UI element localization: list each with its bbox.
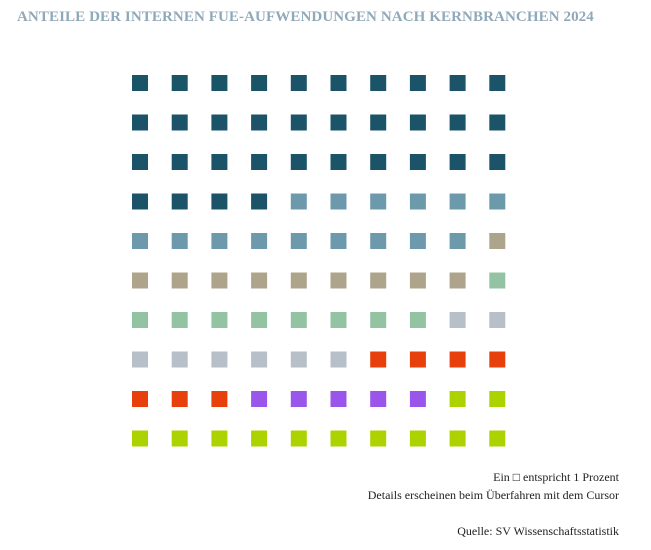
waffle-square-series-2[interactable] — [450, 233, 466, 249]
waffle-square-series-2[interactable] — [370, 233, 386, 249]
waffle-square-series-6[interactable] — [370, 352, 386, 368]
waffle-square-series-8[interactable] — [172, 431, 188, 447]
waffle-square-series-4[interactable] — [370, 312, 386, 328]
waffle-square-series-5[interactable] — [172, 352, 188, 368]
waffle-square-series-1[interactable] — [132, 75, 148, 91]
waffle-square-series-8[interactable] — [331, 431, 347, 447]
waffle-square-series-1[interactable] — [291, 115, 307, 131]
waffle-square-series-7[interactable] — [370, 391, 386, 407]
waffle-square-series-2[interactable] — [331, 233, 347, 249]
waffle-square-series-1[interactable] — [172, 75, 188, 91]
waffle-square-series-6[interactable] — [450, 352, 466, 368]
waffle-square-series-8[interactable] — [450, 431, 466, 447]
waffle-square-series-1[interactable] — [370, 115, 386, 131]
waffle-square-series-5[interactable] — [450, 312, 466, 328]
waffle-square-series-2[interactable] — [291, 194, 307, 210]
waffle-square-series-1[interactable] — [291, 75, 307, 91]
waffle-square-series-8[interactable] — [450, 391, 466, 407]
waffle-square-series-1[interactable] — [331, 75, 347, 91]
waffle-square-series-1[interactable] — [251, 194, 267, 210]
waffle-square-series-1[interactable] — [172, 115, 188, 131]
waffle-square-series-7[interactable] — [331, 391, 347, 407]
waffle-square-series-1[interactable] — [251, 154, 267, 170]
waffle-square-series-8[interactable] — [251, 431, 267, 447]
waffle-square-series-5[interactable] — [132, 352, 148, 368]
waffle-square-series-1[interactable] — [331, 154, 347, 170]
waffle-square-series-4[interactable] — [291, 312, 307, 328]
waffle-square-series-4[interactable] — [251, 312, 267, 328]
waffle-square-series-1[interactable] — [410, 75, 426, 91]
legend-text: Ein □ entspricht 1 Prozent — [493, 470, 619, 484]
waffle-square-series-1[interactable] — [450, 154, 466, 170]
waffle-square-series-3[interactable] — [251, 273, 267, 289]
waffle-square-series-8[interactable] — [370, 431, 386, 447]
waffle-square-series-4[interactable] — [132, 312, 148, 328]
waffle-square-series-1[interactable] — [450, 75, 466, 91]
waffle-square-series-6[interactable] — [132, 391, 148, 407]
waffle-square-series-1[interactable] — [132, 154, 148, 170]
waffle-square-series-5[interactable] — [331, 352, 347, 368]
waffle-square-series-1[interactable] — [489, 154, 505, 170]
waffle-square-series-7[interactable] — [251, 391, 267, 407]
waffle-square-series-4[interactable] — [410, 312, 426, 328]
waffle-square-series-1[interactable] — [172, 154, 188, 170]
waffle-square-series-1[interactable] — [211, 154, 227, 170]
waffle-square-series-3[interactable] — [172, 273, 188, 289]
waffle-square-series-4[interactable] — [172, 312, 188, 328]
source-text: Quelle: SV Wissenschaftsstatistik — [457, 524, 619, 538]
waffle-square-series-3[interactable] — [410, 273, 426, 289]
waffle-square-series-1[interactable] — [370, 75, 386, 91]
waffle-square-series-2[interactable] — [410, 233, 426, 249]
waffle-square-series-1[interactable] — [291, 154, 307, 170]
waffle-square-series-1[interactable] — [251, 75, 267, 91]
waffle-square-series-1[interactable] — [489, 115, 505, 131]
waffle-square-series-6[interactable] — [172, 391, 188, 407]
hover-hint: Details erscheinen beim Überfahren mit dem Cursor — [367, 488, 619, 502]
waffle-square-series-8[interactable] — [211, 431, 227, 447]
waffle-square-series-4[interactable] — [211, 312, 227, 328]
waffle-square-series-2[interactable] — [291, 233, 307, 249]
waffle-square-series-2[interactable] — [331, 194, 347, 210]
waffle-square-series-2[interactable] — [172, 233, 188, 249]
waffle-square-series-1[interactable] — [331, 115, 347, 131]
waffle-square-series-1[interactable] — [132, 194, 148, 210]
waffle-square-series-3[interactable] — [132, 273, 148, 289]
waffle-square-series-1[interactable] — [370, 154, 386, 170]
waffle-square-series-6[interactable] — [489, 352, 505, 368]
waffle-square-series-3[interactable] — [450, 273, 466, 289]
chart-title: ANTEILE DER INTERNEN FUE-AUFWENDUNGEN NACH KERNBRANCHEN 2024 — [17, 9, 594, 25]
waffle-square-series-1[interactable] — [410, 154, 426, 170]
waffle-square-series-6[interactable] — [211, 391, 227, 407]
waffle-square-series-1[interactable] — [410, 115, 426, 131]
waffle-square-series-8[interactable] — [291, 431, 307, 447]
waffle-square-series-8[interactable] — [410, 431, 426, 447]
waffle-square-series-1[interactable] — [489, 75, 505, 91]
waffle-square-series-2[interactable] — [370, 194, 386, 210]
waffle-square-series-4[interactable] — [489, 273, 505, 289]
waffle-square-series-2[interactable] — [132, 233, 148, 249]
waffle-square-series-3[interactable] — [489, 233, 505, 249]
waffle-square-series-8[interactable] — [489, 391, 505, 407]
waffle-square-series-5[interactable] — [291, 352, 307, 368]
waffle-square-series-3[interactable] — [291, 273, 307, 289]
waffle-square-series-7[interactable] — [410, 391, 426, 407]
waffle-square-series-2[interactable] — [251, 233, 267, 249]
waffle-square-series-6[interactable] — [410, 352, 426, 368]
waffle-square-series-2[interactable] — [489, 194, 505, 210]
waffle-square-series-5[interactable] — [251, 352, 267, 368]
waffle-square-series-1[interactable] — [211, 75, 227, 91]
waffle-square-series-1[interactable] — [211, 115, 227, 131]
waffle-square-series-3[interactable] — [370, 273, 386, 289]
waffle-square-series-4[interactable] — [331, 312, 347, 328]
waffle-square-series-1[interactable] — [450, 115, 466, 131]
waffle-square-series-1[interactable] — [172, 194, 188, 210]
waffle-square-series-8[interactable] — [489, 431, 505, 447]
waffle-square-series-2[interactable] — [450, 194, 466, 210]
waffle-square-series-8[interactable] — [132, 431, 148, 447]
waffle-square-series-2[interactable] — [410, 194, 426, 210]
waffle-square-series-7[interactable] — [291, 391, 307, 407]
waffle-square-series-5[interactable] — [211, 352, 227, 368]
waffle-square-series-1[interactable] — [132, 115, 148, 131]
waffle-square-series-1[interactable] — [251, 115, 267, 131]
waffle-square-series-1[interactable] — [211, 194, 227, 210]
waffle-square-series-2[interactable] — [211, 233, 227, 249]
waffle-square-series-5[interactable] — [489, 312, 505, 328]
waffle-square-series-3[interactable] — [331, 273, 347, 289]
waffle-square-series-3[interactable] — [211, 273, 227, 289]
